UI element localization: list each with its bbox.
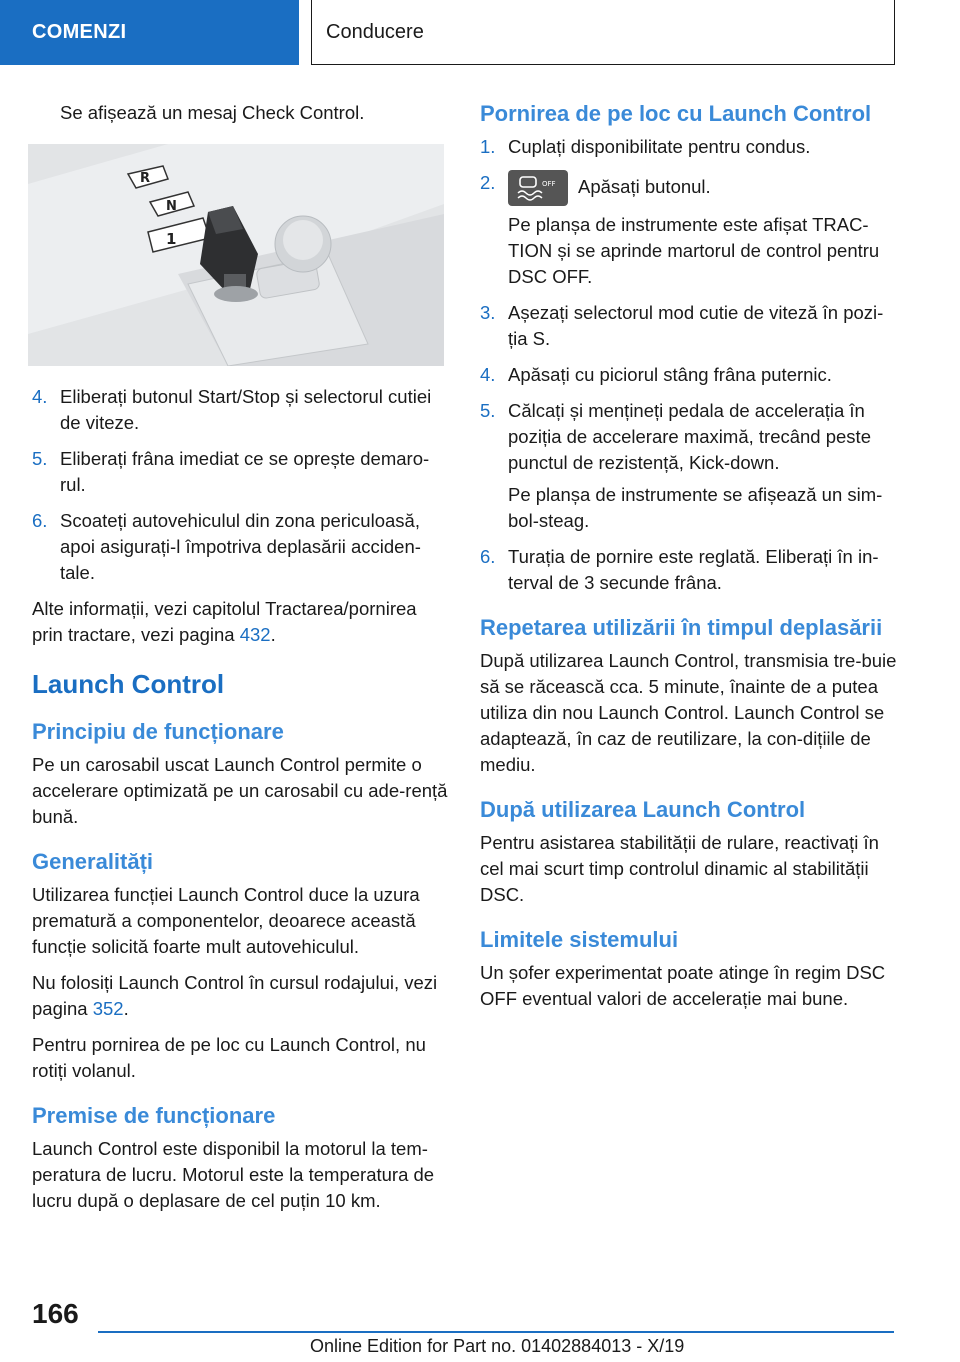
- list-item: [480, 300, 898, 352]
- general-text-2: Nu folosiți Launch Control în cursul rodajului, vezi pagina 352.: [32, 972, 438, 1019]
- limits-text: Un șofer experimentat poate atinge în regim DSC OFF eventual valori de accelerație mai bune.: [480, 962, 886, 1009]
- general-heading: Generalități: [32, 849, 154, 874]
- start-heading: Pornirea de pe loc cu Launch Control: [480, 101, 872, 126]
- more-info-text: Alte informații, vezi capitolul Tractarea/pornirea prin tractare, vezi pagina 432.: [32, 598, 417, 645]
- page-link-352[interactable]: 352: [92, 998, 124, 1019]
- svg-text:OFF: OFF: [542, 180, 556, 188]
- step-text: Așezați selectorul mod cutie de viteză în pozi-ția S.: [508, 302, 884, 349]
- list-item: [32, 446, 452, 498]
- page-link-432[interactable]: 432: [239, 624, 271, 645]
- right-column: [480, 100, 898, 1022]
- step-number: 1.: [480, 136, 496, 157]
- footer-divider: [98, 1331, 894, 1333]
- more-info-label: Alte informații, vezi capitolul Tractarea/pornirea prin tractare, vezi pagina: [32, 598, 417, 645]
- after-heading: După utilizarea Launch Control: [480, 797, 806, 822]
- section-tab: COMENZI: [0, 0, 299, 65]
- step-number: 4.: [480, 364, 496, 385]
- gear-selector-illustration: [28, 144, 444, 366]
- step-number: 3.: [480, 302, 496, 323]
- repeat-heading: Repetarea utilizării în timpul deplasării: [480, 615, 883, 640]
- step-text: Eliberați butonul Start/Stop și selectorul cutiei de viteze.: [60, 386, 432, 433]
- principle-text: Pe un carosabil uscat Launch Control permite o accelerare optimizată pe un carosabil cu ade-rență bună.: [32, 754, 448, 827]
- step-number: 5.: [480, 400, 496, 421]
- limits-heading: Limitele sistemului: [480, 927, 679, 952]
- principle-heading: Principiu de funcționare: [32, 719, 284, 744]
- list-item: [480, 170, 898, 290]
- left-column: [32, 100, 452, 1224]
- step-number: 5.: [32, 448, 48, 469]
- repeat-text: După utilizarea Launch Control, transmisia tre-buie să se răcească cca. 5 minute, înainte de a putea utiliza din nou Launch Control. Launch Control se adaptează, în caz de reutilizare, la con-dițiile de mediu.: [480, 650, 897, 775]
- edition-text: Online Edition for Part no. 01402884013 - X/19: [310, 1336, 685, 1356]
- step-subtext: Pe planșa de instrumente este afișat TRAC-TION și se aprinde martorul de control pentru DSC OFF.: [508, 214, 880, 287]
- figure-label-1: 1: [166, 230, 177, 248]
- list-item: [480, 134, 898, 160]
- list-item: [480, 362, 898, 388]
- right-steps-list: [480, 134, 898, 596]
- list-item: [32, 508, 452, 586]
- after-text: Pentru asistarea stabilității de rulare, reactivați în cel mai scurt timp controlul dinamic al stabilității DSC.: [480, 832, 879, 905]
- step-number: 6.: [480, 546, 496, 567]
- figure-label-n: N: [166, 199, 177, 214]
- list-item: [32, 384, 452, 436]
- intro-text: Se afișează un mesaj Check Control.: [60, 102, 365, 123]
- step-number: 4.: [32, 386, 48, 407]
- step-number: 2.: [480, 172, 496, 193]
- step-text: Apăsați cu piciorul stâng frâna puternic.: [508, 364, 832, 385]
- general-text-2-label: Nu folosiți Launch Control în cursul rodajului, vezi pagina: [32, 972, 438, 1019]
- step-number: 6.: [32, 510, 48, 531]
- page-number: 166: [32, 1298, 79, 1329]
- general-text-3: Pentru pornirea de pe loc cu Launch Control, nu rotiți volanul.: [32, 1034, 426, 1081]
- premise-text: Launch Control este disponibil la motorul la tem-peratura de lucru. Motorul este la temperatura de lucru după o deplasare de cel puțin 10 km.: [32, 1138, 435, 1211]
- list-item: [480, 544, 898, 596]
- list-item: [480, 398, 898, 534]
- premise-heading: Premise de funcționare: [32, 1103, 276, 1128]
- general-text-1: Utilizarea funcției Launch Control duce la uzura prematură a componentelor, deoarece această funcție solicită foarte mult autovehiculul.: [32, 884, 420, 957]
- step-text: Turația de pornire este reglată. Eliberați în in-terval de 3 secunde frâna.: [508, 546, 879, 593]
- step-text: Apăsați butonul.: [578, 175, 711, 197]
- step-text: Eliberați frâna imediat ce se oprește demaro-rul.: [60, 448, 430, 495]
- figure-label-r: R: [140, 171, 151, 186]
- step-text: Cuplați disponibilitate pentru condus.: [508, 136, 811, 157]
- launch-control-heading: Launch Control: [32, 669, 225, 699]
- step-subtext: Pe planșa de instrumente se afișează un sim-bol-steag.: [508, 484, 883, 531]
- step-text: Scoateți autovehiculul din zona periculoasă, apoi asigurați-l împotriva deplasării acciden-tale.: [60, 510, 421, 583]
- dsc-off-button-icon: [508, 170, 568, 206]
- left-steps-list: [32, 384, 452, 586]
- step-text: Călcați și mențineți pedala de accelerația în poziția de accelerare maximă, trecând peste punctul de rezistență, Kick-down.: [508, 400, 871, 473]
- chapter-header: Conducere: [311, 0, 895, 65]
